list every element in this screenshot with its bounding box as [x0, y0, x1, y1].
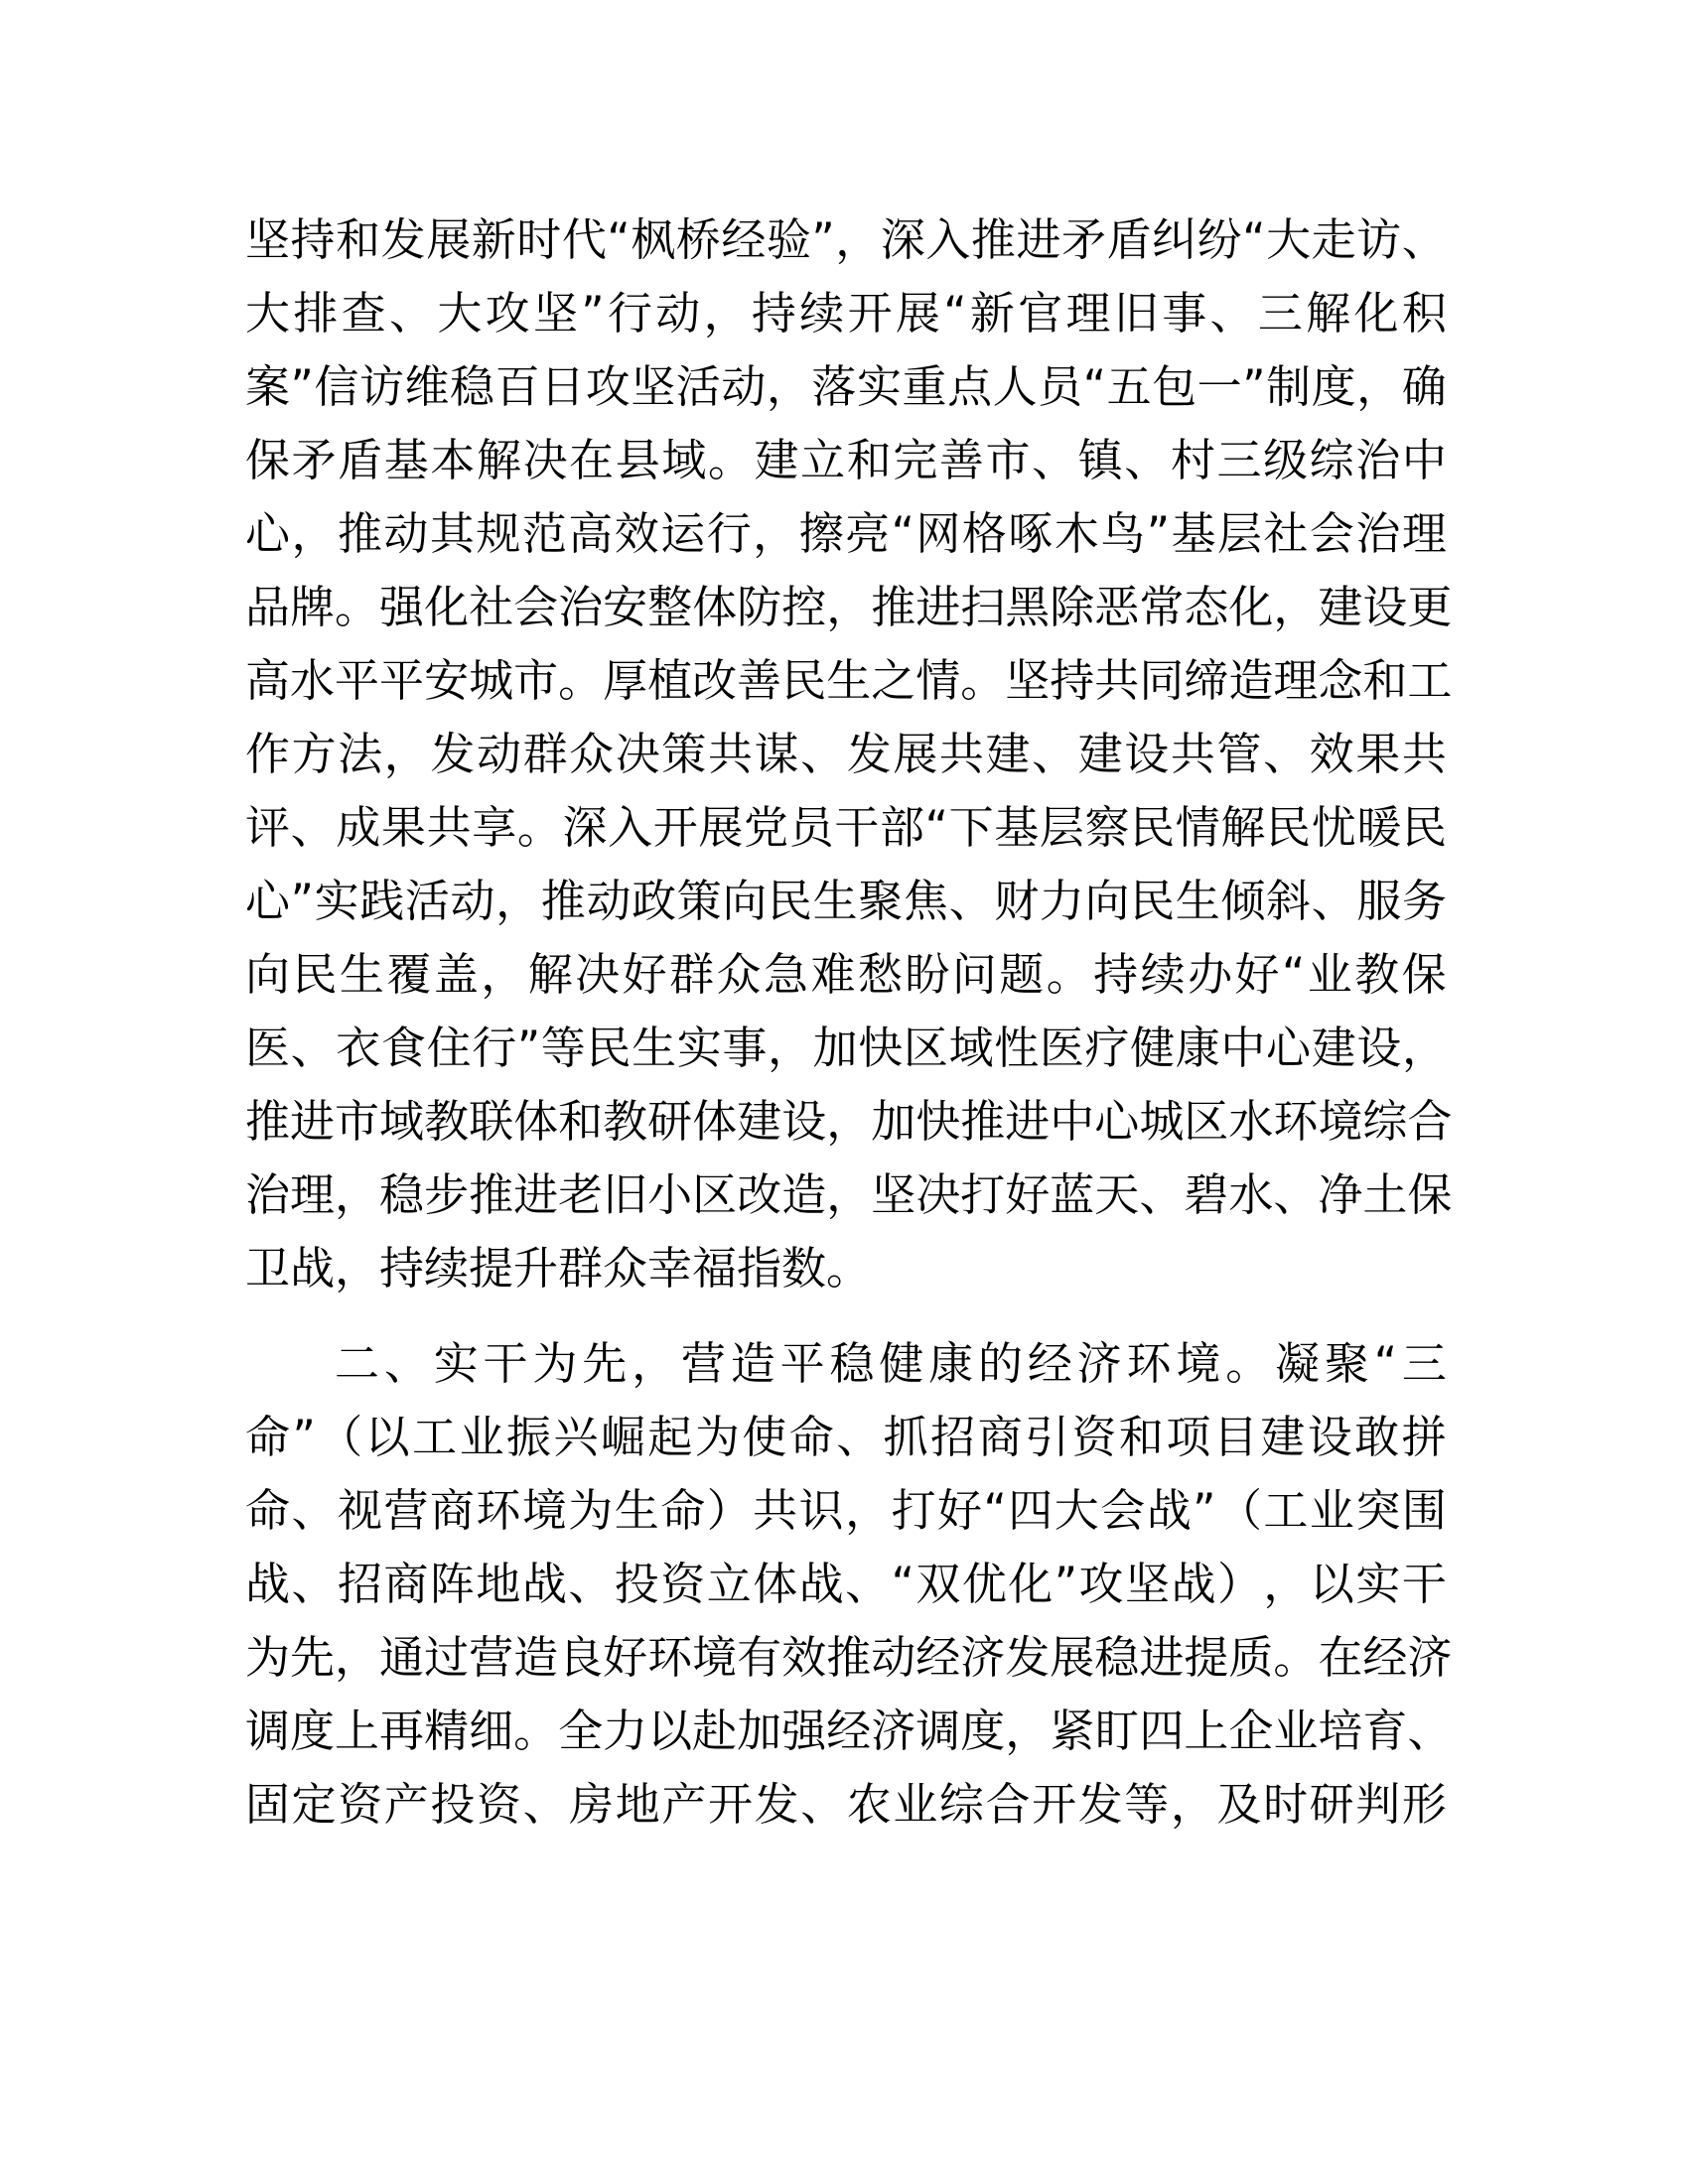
text-line: 战 、 招 商 阵 地 战 、 投 资 立 体 战 、 “ 双 优 化 ” 攻 坚 战 ） ， 以 实 干	[245, 1558, 1447, 1610]
text-line: 卫战，持续提升群众幸福指数。	[245, 1242, 872, 1295]
text-line: 命 ” （ 以 工 业 振 兴 崛 起 为 使 命 、 抓 招 商 引 资 和 项 目 建 设 敢 拼	[245, 1411, 1447, 1463]
text-line: 心 ， 推 动 其 规 范 高 效 运 行 ， 擦 亮 “ 网 格 啄 木 鸟 ” 基 层 社 会 治 理	[245, 507, 1447, 560]
text-line: 品 牌 。 强 化 社 会 治 安 整 体 防 控 ， 推 进 扫 黑 除 恶 常 态 化 ， 建 设 更	[245, 581, 1453, 633]
text-line: 作 方 法 ， 发 动 群 众 决 策 共 谋 、 发 展 共 建 、 建 设 共 管 、 效 果 共	[245, 728, 1447, 780]
text-line: 大 排 查 、 大 攻 坚 ” 行 动 ， 持 续 开 展 “ 新 官 理 旧 事 、 三 解 化 积	[245, 287, 1447, 340]
document-body	[245, 204, 1453, 1842]
text-line: 调 度 上 再 精 细 。 全 力 以 赴 加 强 经 济 调 度 ， 紧 盯 四 上 企 业 培 育 、	[245, 1705, 1453, 1757]
text-line: 向 民 生 覆 盖 ， 解 决 好 群 众 急 难 愁 盼 问 题 。 持 续 办 好 “ 业 教 保	[245, 948, 1447, 1001]
text-line: 医 、 衣 食 住 行 ” 等 民 生 实 事 ， 加 快 区 域 性 医 疗 健 康 中 心 建 设 ，	[245, 1022, 1447, 1074]
paragraph-1	[245, 204, 1453, 1305]
text-line: 高 水 平 平 安 城 市 。 厚 植 改 善 民 生 之 情 。 坚 持 共 同 缔 造 理 念 和 工	[245, 654, 1453, 707]
text-line: 二 、 实 干 为 先 ， 营 造 平 稳 健 康 的 经 济 环 境 。 凝 聚 “ 三	[335, 1337, 1447, 1390]
text-line: 保 矛 盾 基 本 解 决 在 县 域 。 建 立 和 完 善 市 、 镇 、 村 三 级 综 治 中	[245, 434, 1447, 486]
text-line: 坚 持 和 发 展 新 时 代 “ 枫 桥 经 验 ” ， 深 入 推 进 矛 盾 纠 纷 “ 大 走 访 、	[245, 213, 1447, 266]
text-line: 推 进 市 域 教 联 体 和 教 研 体 建 设 ， 加 快 推 进 中 心 城 区 水 环 境 综 合	[245, 1095, 1453, 1148]
text-line: 评 、 成 果 共 享 。 深 入 开 展 党 员 干 部 “ 下 基 层 察 民 情 解 民 忧 暖 民	[245, 801, 1447, 854]
paragraph-gap	[245, 1305, 1447, 1327]
text-line: 命 、 视 营 商 环 境 为 生 命 ） 共 识 ， 打 好 “ 四 大 会 战 ” （ 工 业 突 围	[245, 1484, 1447, 1537]
paragraph-2	[245, 1327, 1453, 1842]
text-line: 为 先 ， 通 过 营 造 良 好 环 境 有 效 推 动 经 济 发 展 稳 进 提 质 。 在 经 济	[245, 1631, 1453, 1684]
text-line: 心 ” 实 践 活 动 ， 推 动 政 策 向 民 生 聚 焦 、 财 力 向 民 生 倾 斜 、 服 务	[245, 875, 1447, 927]
text-line: 治 理 ， 稳 步 推 进 老 旧 小 区 改 造 ， 坚 决 打 好 蓝 天 、 碧 水 、 净 土 保	[245, 1168, 1453, 1221]
text-line: 案 ” 信 访 维 稳 百 日 攻 坚 活 动 ， 落 实 重 点 人 员 “ 五 包 一 ” 制 度 ， 确	[245, 360, 1447, 413]
text-line: 固 定 资 产 投 资 、 房 地 产 开 发 、 农 业 综 合 开 发 等 ， 及 时 研 判 形	[245, 1778, 1447, 1831]
